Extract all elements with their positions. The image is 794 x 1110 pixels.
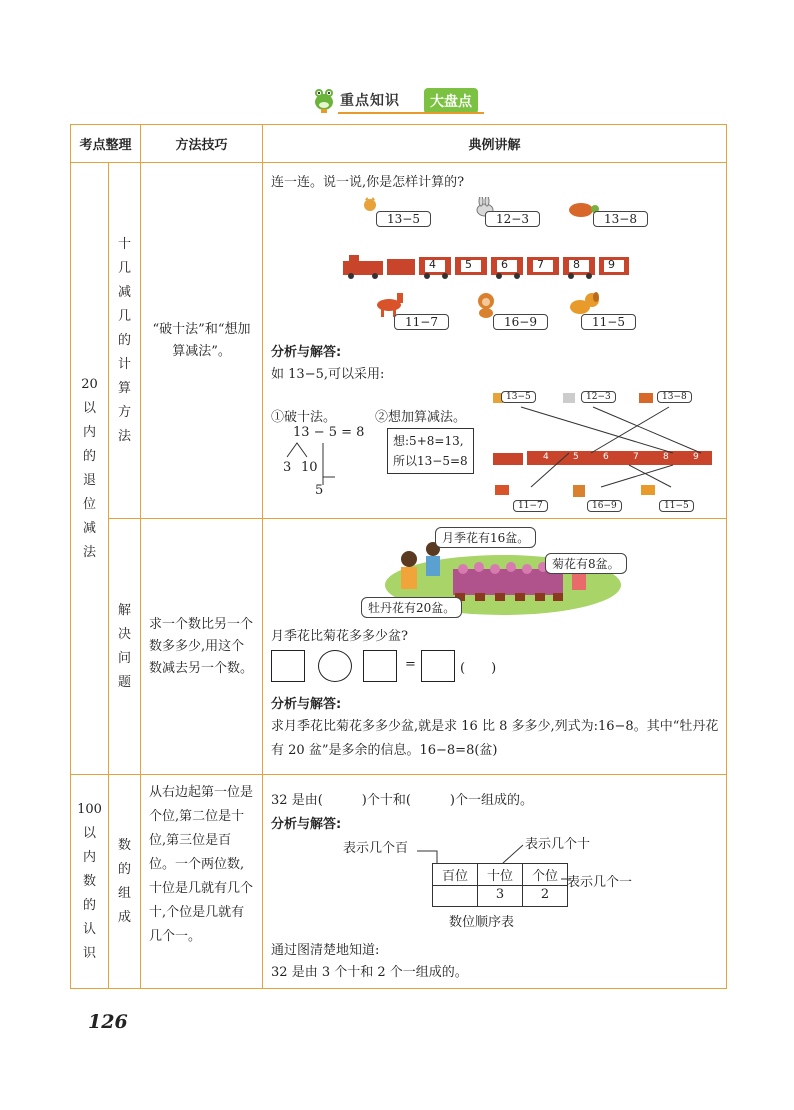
topic-cell-1: [71, 163, 109, 775]
example-text-1: 如 13−5,可以采用:: [271, 367, 385, 382]
place-value-hundreds: [433, 886, 478, 907]
unit-paren: ( ): [460, 661, 497, 676]
card-bottom-3: 11−5: [581, 314, 636, 330]
header-row: [71, 125, 727, 163]
mini-card-top-3: 13−8: [657, 391, 692, 403]
method-cell-3: [141, 775, 263, 989]
method-text-1: “破十法”和“想加算减法”。: [152, 321, 251, 359]
banner-badge: 大盘点: [424, 88, 478, 114]
train-illustration: [341, 253, 631, 279]
example-cell-2: [263, 519, 727, 775]
example-cell-3: [263, 775, 727, 989]
place-header-hundreds: 百位: [433, 864, 478, 886]
subtopic-cell-1: [109, 163, 141, 519]
method2-title: ②想加算减法。: [375, 410, 467, 425]
bubble-rose: 月季花有16盆。: [435, 527, 536, 548]
section-banner: [312, 87, 482, 115]
row-number-composition: [71, 775, 727, 989]
split-part-1: 3: [283, 460, 292, 475]
mini-card-bottom-1: 11−7: [513, 497, 548, 512]
header-example: 典例讲解: [263, 125, 727, 163]
place-value-table: [432, 863, 568, 907]
example-area-2: [263, 519, 726, 774]
example-area-3: [263, 775, 726, 988]
frog-icon: [312, 87, 336, 113]
row-subtraction-method: [71, 163, 727, 519]
intro-text-1: 连一连。说一说,你是怎样计算的?: [271, 175, 465, 190]
answer-box-1[interactable]: [271, 650, 305, 682]
question-text-2: 月季花比菊花多多少盆?: [271, 629, 408, 644]
split-part-2: 10: [301, 460, 318, 475]
example-area-1: 连一连。说一说,你是怎样计算的? 13−5 12−3 13−8 4 5 6 7 8 9 11−7 16−9 11−5 分析与解答: 如 13−5,可以采用: ①破十法。 13 − 5 = 8 3 10 5 ②想加算减法。 想:5+8=13, 所以13−5=8 13−5 12−3 13−8 4 5 6 7 8 9 11−7 16−9 11−5: [263, 163, 726, 518]
banner-title: 重点知识: [340, 93, 400, 109]
analysis-label-3: 分析与解答:: [271, 817, 342, 832]
analysis-label-2: 分析与解答:: [271, 697, 342, 712]
topic-cell-2: [71, 775, 109, 989]
answer-box-2[interactable]: [363, 650, 397, 682]
method-cell-1: [141, 163, 263, 519]
mini-card-top-2: 12−3: [581, 391, 616, 403]
operator-circle[interactable]: [318, 650, 352, 682]
card-bottom-1: 11−7: [394, 314, 449, 330]
example-cell-1: [263, 163, 727, 519]
card-top-1: 13−5: [376, 211, 431, 227]
mini-card-bottom-3: 11−5: [659, 497, 694, 512]
card-top-3: 13−8: [593, 211, 648, 227]
method-text-3: 从右边起第一位是个位,第二位是十位,第三位是百位。一个两位数,十位是几就有几个十,个位是几就有几个一。: [149, 785, 254, 944]
answer-text-2: 求月季花比菊花多多少盆,就是求 16 比 8 多多少,列式为:16−8。其中“牡丹花有 20 盆”是多余的信息。16−8=8(盆): [271, 719, 719, 758]
page-number: 126: [88, 1011, 128, 1033]
conclusion-2: 32 是由 3 个十和 2 个一组成的。: [271, 965, 468, 980]
mini-card-bottom-2: 16−9: [587, 497, 622, 512]
card-top-2: 12−3: [485, 211, 540, 227]
place-value-tens: 3: [478, 886, 523, 907]
mini-card-top-1: 13−5: [501, 391, 536, 403]
equals-sign: =: [405, 657, 416, 672]
method-cell-2: [141, 519, 263, 775]
place-value-ones: 2: [523, 886, 568, 907]
method1-equation: 13 − 5 = 8: [293, 425, 365, 440]
mini-matching-diagram: [491, 389, 721, 509]
topic-label-1: 20 以 内 的 退 位 减 法: [81, 376, 98, 560]
place-table-caption: 数位顺序表: [449, 915, 515, 930]
subtopic-label-1: 十 几 减 几 的 计 算 方 法: [118, 236, 132, 444]
question-text-3: 32 是由( )个十和( )个一组成的。: [271, 793, 533, 808]
knowledge-table: [70, 124, 727, 989]
banner-underline: [338, 112, 484, 114]
subtopic-label-2: 解 决 问 题: [118, 602, 132, 690]
bubble-chrysanthemum: 菊花有8盆。: [545, 553, 627, 574]
answer-box-3[interactable]: [421, 650, 455, 682]
place-header-ones: 个位: [523, 864, 568, 886]
topic-label-2: 100 以 内 数 的 认 识: [77, 801, 102, 961]
label-tens: 表示几个十: [525, 837, 591, 852]
method1-result: 5: [315, 483, 324, 498]
header-method: 方法技巧: [141, 125, 263, 163]
conclusion-1: 通过图清楚地知道:: [271, 943, 380, 958]
header-topic: 考点整理: [71, 125, 141, 163]
label-hundreds: 表示几个百: [343, 841, 409, 856]
row-problem-solving: [71, 519, 727, 775]
bubble-peony: 牡丹花有20盆。: [361, 597, 462, 618]
method1-title: ①破十法。: [271, 410, 337, 425]
card-bottom-2: 16−9: [493, 314, 548, 330]
subtopic-label-3: 数 的 组 成: [118, 837, 132, 925]
analysis-label-1: 分析与解答:: [271, 345, 342, 360]
subtopic-cell-3: [109, 775, 141, 989]
method2-box: 想:5+8=13, 所以13−5=8: [387, 428, 474, 474]
label-ones: 表示几个一: [567, 875, 633, 890]
method-text-2: 求一个数比另一个数多多少,用这个数减去另一个数。: [149, 616, 254, 676]
cat-icon: [363, 197, 377, 217]
place-header-tens: 十位: [478, 864, 523, 886]
subtopic-cell-2: [109, 519, 141, 775]
